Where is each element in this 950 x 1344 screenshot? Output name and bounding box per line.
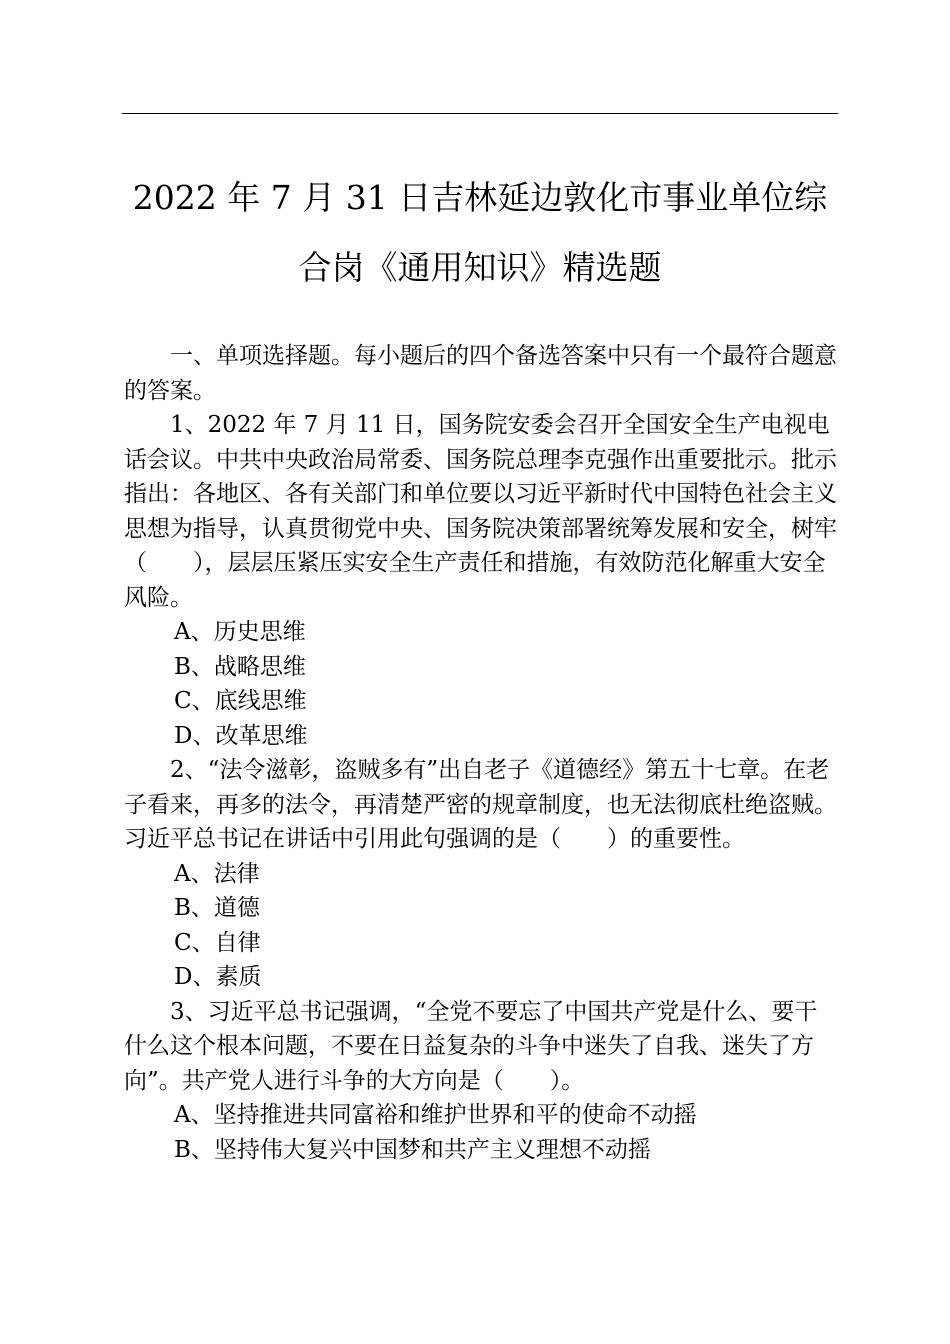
question-2-option-a: A、法律	[174, 860, 260, 887]
section-intro: 一、单项选择题。每小题后的四个备选答案中只有一个最符合题意的答案。	[124, 343, 837, 404]
question-1-stem: 1、2022 年 7 月 11 日，国务院安委会召开全国安全生产电视电话会议。中共中央政治局常委、国务院总理李克强作出重要批示。批示指出：各地区、各有关部门和单位要以习近平新时代中国特色社会主义思想为指导，认真贯彻党中央、国务院决策部署统筹发展和安全，树牢（ ），层层压紧压实安全生产责任和措施，有效防范化解重大安全风险。	[124, 412, 837, 611]
question-1-option-a: A、历史思维	[174, 619, 306, 645]
question-1-option-b: B、战略思维	[174, 653, 306, 680]
question-2-option-b: B、道德	[174, 895, 260, 921]
question-2-option-d: D、素质	[174, 964, 262, 990]
page-title-line-1: 2022 年 7 月 31 日吉林延边敦化市事业单位综	[132, 178, 828, 217]
document-body	[124, 339, 840, 1167]
header-rule	[122, 113, 838, 114]
question-3-stem: 3、习近平总书记强调，“全党不要忘了中国共产党是什么、要干什么这个根本问题，不要在日益复杂的斗争中迷失了自我、迷失了方向”。共产党人进行斗争的大方向是（ ）。	[124, 998, 818, 1094]
question-1-option-d: D、改革思维	[174, 722, 308, 749]
question-2-stem: 2、“法令滋彰，盗贼多有”出自老子《道德经》第五十七章。在老子看来，再多的法令，再清楚严密的规章制度，也无法彻底杜绝盗贼。习近平总书记在讲话中引用此句强调的是（ ）的重要性。	[124, 757, 837, 852]
question-1-option-c: C、底线思维	[174, 688, 307, 714]
question-3-option-a: A、坚持推进共同富裕和维护世界和平的使命不动摇	[174, 1102, 697, 1128]
page-title-line-2: 合岗《通用知识》精选题	[298, 248, 662, 287]
question-3-option-b: B、坚持伟大复兴中国梦和共产主义理想不动摇	[174, 1136, 651, 1163]
question-2-option-c: C、自律	[174, 929, 261, 956]
